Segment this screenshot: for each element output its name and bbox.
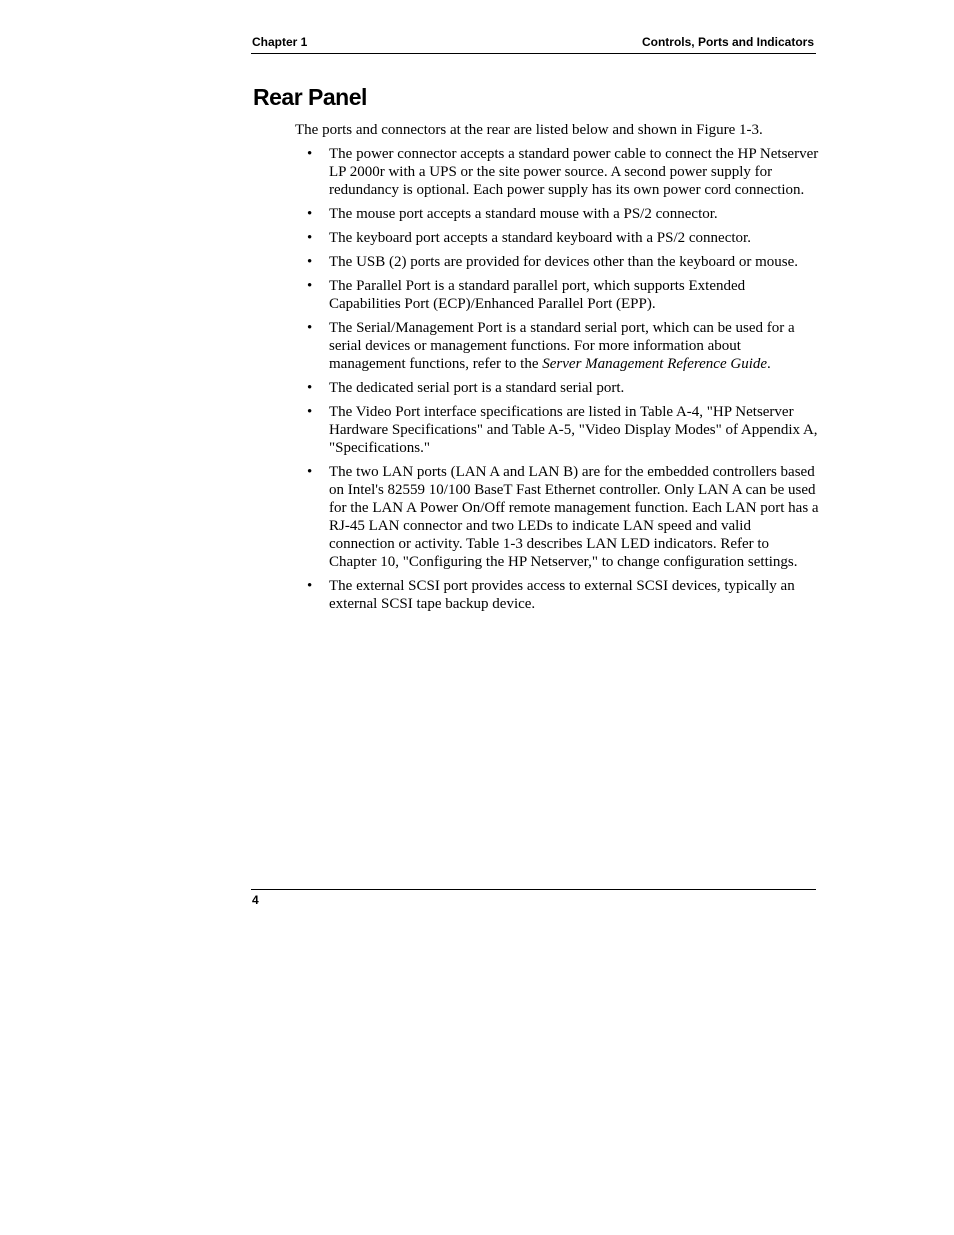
bullet-icon: • xyxy=(307,404,313,420)
list-item xyxy=(307,253,819,271)
chapter-title: Controls, Ports and Indicators xyxy=(641,35,814,49)
page-header xyxy=(251,33,816,54)
page-number: 4 xyxy=(252,893,259,907)
intro-paragraph: The ports and connectors at the rear are listed below and shown in Figure 1-3. xyxy=(295,122,763,138)
bullet-icon: • xyxy=(307,464,313,480)
bullet-icon: • xyxy=(307,380,313,396)
list-item-text xyxy=(329,320,795,372)
bullet-icon: • xyxy=(307,254,313,270)
list-item-text: The power connector accepts a standard power cable to connect the HP Netserver LP 2000r with a UPS or the site power source. A second power supply for redundancy is optional. Each power supply has its own power cord connection. xyxy=(329,146,819,198)
list-item xyxy=(307,319,819,373)
list-item xyxy=(307,277,819,313)
bullet-icon: • xyxy=(307,578,313,594)
list-item-text: The dedicated serial port is a standard serial port. xyxy=(329,380,625,396)
list-item-text: The Video Port interface specifications are listed in Table A-4, "HP Netserver Hardware Specifications" and Table A-5, "Video Display Modes" of Appendix A, "Specifications." xyxy=(329,404,818,456)
list-item xyxy=(307,403,819,457)
chapter-label: Chapter 1 xyxy=(252,35,308,49)
list-item-text: The USB (2) ports are provided for devices other than the keyboard or mouse. xyxy=(329,254,799,270)
list-item-text: The mouse port accepts a standard mouse with a PS/2 connector. xyxy=(329,206,718,222)
reference-guide-title: Server Management Reference Guide xyxy=(542,356,768,372)
list-item-text: The external SCSI port provides access to external SCSI devices, typically an external SCSI tape backup device. xyxy=(329,578,795,612)
list-item xyxy=(307,229,819,247)
list-item-text-start: The Serial/Management Port is a standard serial port, which can be used for a serial devices or management functions. For more information about management functions, refer to the xyxy=(329,320,795,372)
bullet-list xyxy=(307,145,819,619)
list-item-text-end: . xyxy=(767,356,771,372)
list-item-text: The two LAN ports (LAN A and LAN B) are for the embedded controllers based on Intel's 82559 10/100 BaseT Fast Ethernet controller. Only LAN A can be used for the LAN A Power On/Off remote management function. Each LAN port has a RJ-45 LAN connector and two LEDs to indicate LAN speed and valid connection or activity. Table 1-3 describes LAN LED indicators. Refer to Chapter 10, "Configuring the HP Netserver," to change configuration settings. xyxy=(329,464,819,570)
list-item-text: The keyboard port accepts a standard keyboard with a PS/2 connector. xyxy=(329,230,751,246)
list-item xyxy=(307,379,819,397)
section-title: Rear Panel xyxy=(253,84,367,110)
list-item-text: The Parallel Port is a standard parallel port, which supports Extended Capabilities Port (ECP)/Enhanced Parallel Port (EPP). xyxy=(329,278,746,312)
bullet-icon: • xyxy=(307,206,313,222)
page-footer xyxy=(251,889,816,907)
bullet-icon: • xyxy=(307,230,313,246)
bullet-icon: • xyxy=(307,278,313,294)
list-item xyxy=(307,205,819,223)
list-item xyxy=(307,463,819,571)
bullet-icon: • xyxy=(307,146,313,162)
list-item xyxy=(307,145,819,199)
bullet-icon: • xyxy=(307,320,313,336)
list-item xyxy=(307,577,819,613)
